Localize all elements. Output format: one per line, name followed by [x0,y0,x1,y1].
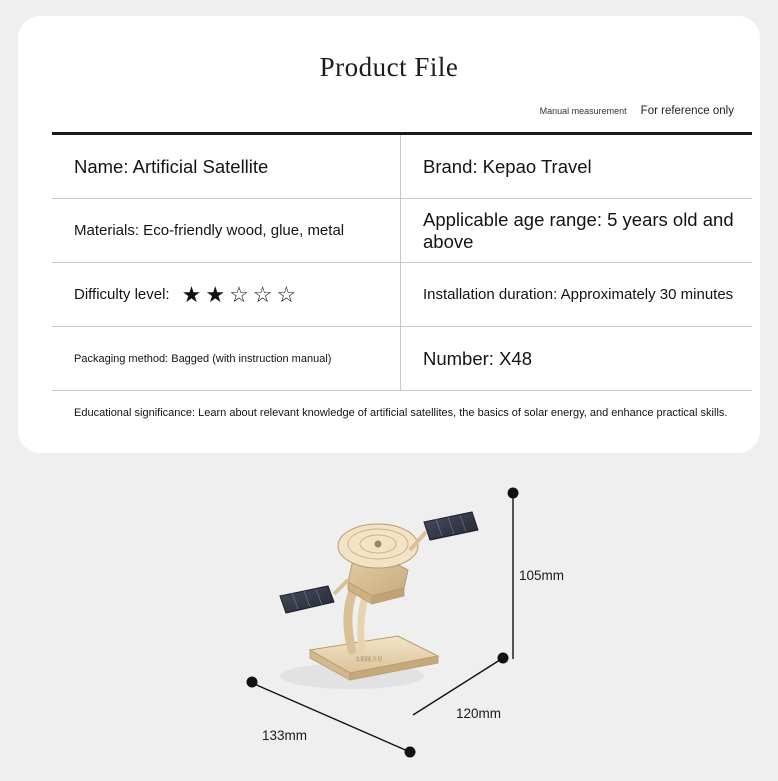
table-row [52,263,752,327]
table-row [52,199,752,263]
dimension-dot [405,747,416,758]
age-range-value: Applicable age range: 5 years old and above [423,208,734,252]
table-cell-materials [52,199,401,262]
difficulty-rating [181,281,301,307]
number-value: Number: X48 [423,347,532,369]
model-solar-panel-left [280,580,348,613]
install-duration-value: Installation duration: Approximately 30 minutes [423,286,734,303]
table-cell-age-range [401,199,752,262]
dimension-depth-label: 120mm [456,706,502,721]
brand-value: Brand: Kepao Travel [423,155,592,177]
product-photo [0,460,778,781]
table-cell-install-duration [401,263,752,326]
table-row [52,135,752,199]
model-dish [338,524,418,568]
measurement-note [540,105,734,117]
product-file-card [18,16,760,453]
star-filled-icon: ★ [181,281,206,307]
spec-table [52,132,752,419]
dimension-dot [508,488,519,499]
star-empty-icon: ☆ [276,281,301,307]
svg-text:太阳能卫星: 太阳能卫星 [355,657,383,663]
product-illustration [0,460,778,781]
table-row [52,327,752,391]
star-empty-icon: ☆ [229,281,253,307]
table-cell-name [52,135,401,198]
model-solar-panel-right [410,512,478,550]
dimension-width-label: 133mm [262,728,308,743]
difficulty-label: Difficulty level: [74,286,170,303]
table-cell-brand [401,135,752,198]
educational-significance: Educational significance: Learn about relevant knowledge of artificial satellites, the basics of solar energy, and enhance practical skills. [74,407,728,419]
star-empty-icon: ☆ [252,281,277,307]
name-value: Name: Artificial Satellite [74,155,269,177]
table-cell-difficulty [52,263,401,326]
dimension-dot [498,653,509,664]
page-title: Product File [319,52,459,82]
table-cell-number [401,327,752,390]
reference-only-label: For reference only [640,105,734,117]
star-filled-icon: ★ [205,281,230,307]
packaging-value: Packaging method: Bagged (with instruction manual) [74,352,332,365]
manual-measurement-label: Manual measurement [539,106,627,116]
table-cell-packaging [52,327,401,390]
dimension-height-label: 105mm [519,568,565,583]
materials-value: Materials: Eco-friendly wood, glue, metal [74,222,345,239]
dimension-dot [247,677,258,688]
